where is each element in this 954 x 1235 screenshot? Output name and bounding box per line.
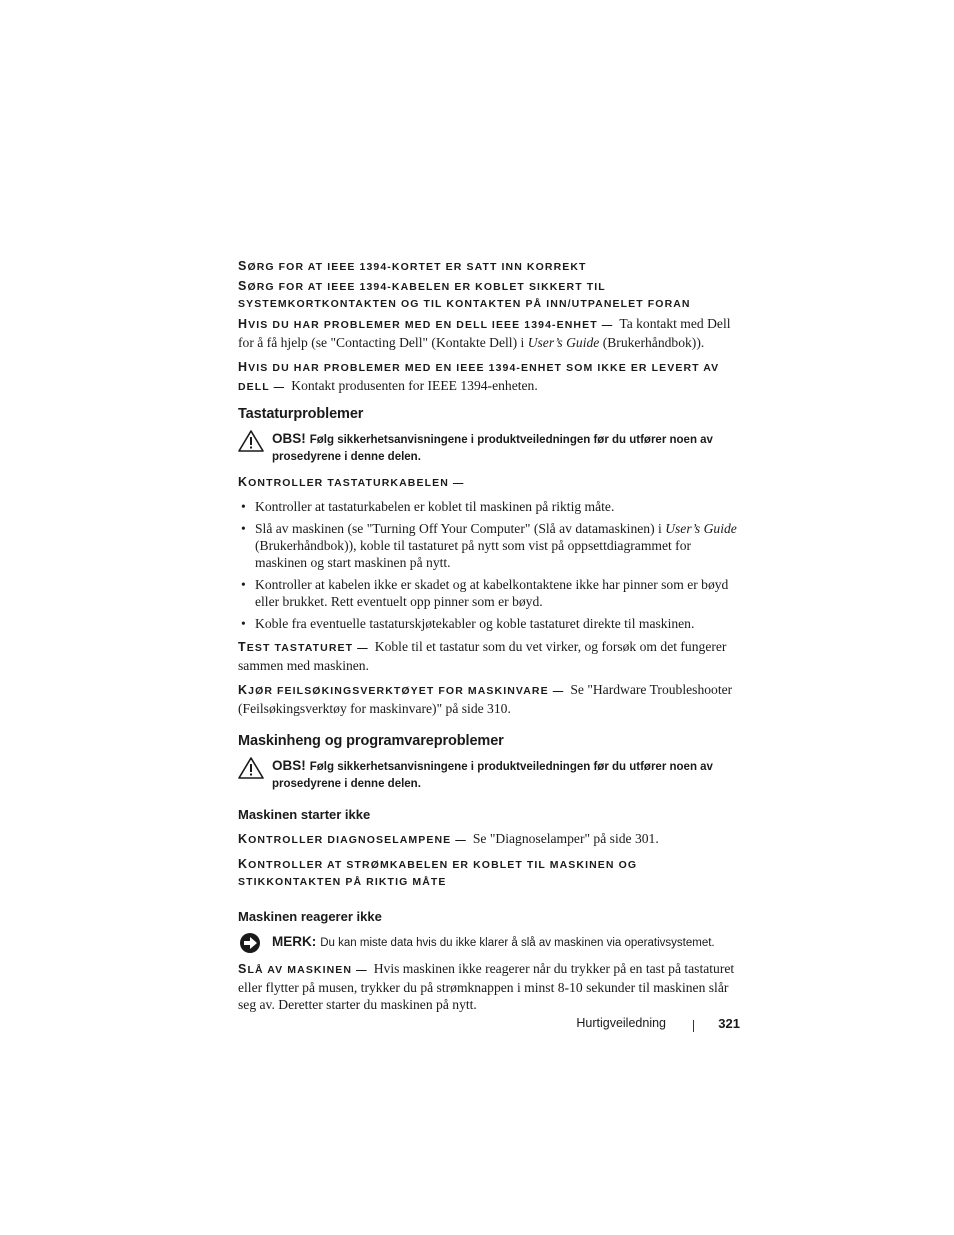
list-item: • Koble fra eventuelle tastaturskjøtekabler og koble tastaturet direkte til maskinen. xyxy=(241,616,695,631)
page-content xyxy=(238,258,738,1020)
notice-arrow-icon xyxy=(238,932,264,954)
list-item: • Kontroller at kabelen ikke er skadet og at kabelkontaktene ikke har pinner som er bøyd eller brukket. Rett eventuelt opp pinner som er bøyd. xyxy=(241,577,729,609)
page-footer xyxy=(238,1016,740,1036)
keyboard-heading: Tastaturproblemer xyxy=(238,406,364,422)
power-off-paragraph: SLÅ AV MASKINEN — Hvis maskinen ikke reagerer når du trykker på en tast på tastaturet eller flytter på musen, trykker du på strømknappen i minst 8-10 sekunder til maskinen slår seg av. Deretter starter du maskinen på nytt. xyxy=(238,961,735,1012)
check-card-heading: SØRG FOR AT IEEE 1394-KORTET ER SATT INN KORREKT xyxy=(238,259,587,273)
list-item: • Kontroller at tastaturkabelen er koblet til maskinen på riktig måte. xyxy=(241,499,615,514)
warning-triangle-icon xyxy=(238,430,264,452)
keyboard-checklist xyxy=(238,498,738,632)
footer-divider xyxy=(693,1020,694,1032)
test-keyboard-paragraph: TEST TASTATURET — Koble til et tastatur som du vet virker, og forsøk om det fungerer sammen med maskinen. xyxy=(238,639,727,673)
hang-heading: Maskinheng og programvareproblemer xyxy=(238,733,504,749)
keyboard-caution: OBS! Følg sikkerhetsanvisningene i produktveiledningen før du utfører noen av prosedyrene i denne delen. xyxy=(238,430,738,466)
check-lamps-paragraph: KONTROLLER DIAGNOSELAMPENE — Se "Diagnoselamper" på side 301. xyxy=(238,831,659,846)
hang-caution: OBS! Følg sikkerhetsanvisningene i produktveiledningen før du utfører noen av prosedyrene i denne delen. xyxy=(238,757,738,793)
no-start-heading: Maskinen starter ikke xyxy=(238,807,371,822)
hardware-troubleshooter-paragraph: KJØR FEILSØKINGSVERKTØYET FOR MASKINVARE — Se "Hardware Troubleshooter (Feilsøkingsverktøy for maskinvare)" på side 310. xyxy=(238,682,733,716)
list-item: • Slå av maskinen (se "Turning Off Your Computer" (Slå av datamaskinen) i User’s Guide (Brukerhåndbok)), koble til tastaturet på nytt som vist på oppsettdiagrammet for maskinen og start maskinen på nytt. xyxy=(241,521,737,570)
page-number: 321 xyxy=(718,1016,740,1031)
check-power-cable-heading: KONTROLLER AT STRØMKABELEN ER KOBLET TIL MASKINEN OG STIKKONTAKTEN PÅ RIKTIG MÅTE xyxy=(238,857,638,888)
nondell-device-paragraph: HVIS DU HAR PROBLEMER MED EN IEEE 1394-ENHET SOM IKKE ER LEVERT AV DELL — Kontakt produsenten for IEEE 1394-enheten. xyxy=(238,360,720,393)
no-response-heading: Maskinen reagerer ikke xyxy=(238,909,382,924)
check-cable-heading: SØRG FOR AT IEEE 1394-KABELEN ER KOBLET SIKKERT TIL SYSTEMKORTKONTAKTEN OG TIL KONTAKTEN PÅ INN/UTPANELET FORAN xyxy=(238,279,691,310)
check-keyboard-cable-heading: KONTROLLER TASTATURKABELEN — xyxy=(238,475,465,489)
footer-title: Hurtigveiledning xyxy=(576,1016,666,1030)
data-loss-notice: MERK: Du kan miste data hvis du ikke klarer å slå av maskinen via operativsystemet. xyxy=(238,932,738,952)
dell-device-paragraph: HVIS DU HAR PROBLEMER MED EN DELL IEEE 1394-ENHET — Ta kontakt med Dell for å få hjelp (se "Contacting Dell" (Kontakte Dell) i User’s Guide (Brukerhåndbok)). xyxy=(238,316,731,350)
warning-triangle-icon xyxy=(238,757,264,779)
